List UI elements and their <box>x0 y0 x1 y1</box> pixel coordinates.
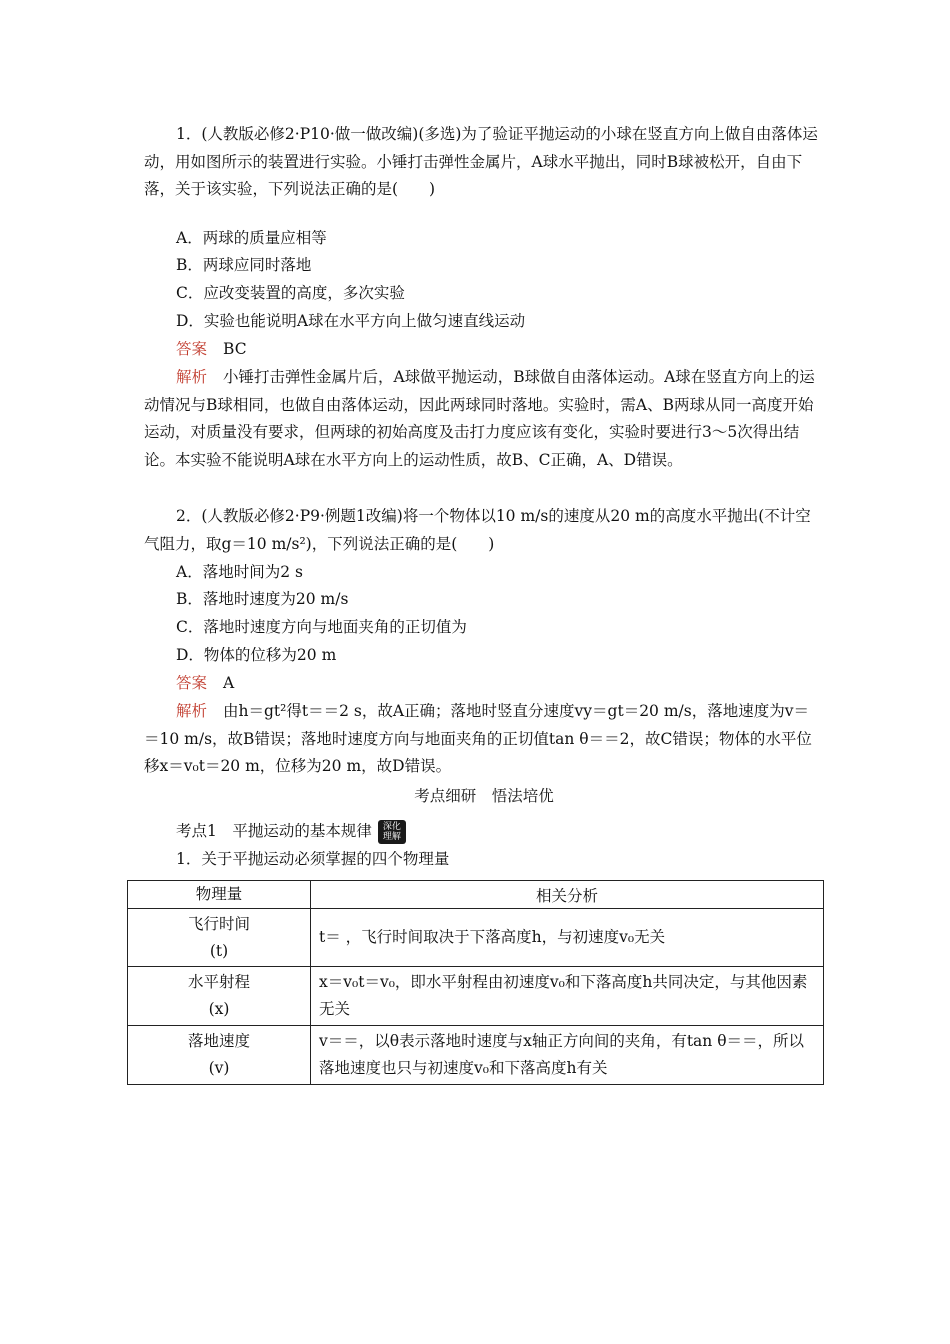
table-row <box>128 967 824 1026</box>
table-header-row <box>128 881 824 909</box>
analysis-label: 解析 <box>176 702 208 720</box>
header-analysis: 相关分析 <box>311 881 824 909</box>
answer-label: 答案 <box>176 340 208 358</box>
table-subtitle: 1．关于平抛运动必须掌握的四个物理量 <box>176 850 450 868</box>
quantity-name: 落地速度 <box>187 1032 250 1050</box>
kaodian-text: 考点1 平抛运动的基本规律 <box>176 822 372 840</box>
physics-quantities-table <box>127 880 824 1085</box>
kaodian-title <box>176 818 406 845</box>
answer-label: 答案 <box>176 674 208 692</box>
q1-option-a: A．两球的质量应相等 <box>176 229 327 247</box>
deepen-understanding-badge: 深化理解 <box>378 820 406 844</box>
q1-analysis-text: 小锤打击弹性金属片后，A球做平抛运动，B球做自由落体运动。A球在竖直方向上的运动情况与B球相同，也做自由落体运动，因此两球同时落地。实验时，需A、B两球从同一高度开始运动，对质量没有要求，但两球的初始高度及击打力度应该有变化，实验时要进行3～5次得出结论。本实验不能说明A球在水平方向上的运动性质，故B、C正确，A、D错误。 <box>144 368 815 469</box>
table-row <box>128 909 824 967</box>
table-row <box>128 1026 824 1085</box>
q1-option-c: C．应改变装置的高度，多次实验 <box>176 284 405 302</box>
analysis-cell: t＝ ，飞行时间取决于下落高度h，与初速度v₀无关 <box>311 909 824 967</box>
q2-option-c: C．落地时速度方向与地面夹角的正切值为 <box>176 618 467 636</box>
q1-option-d: D．实验也能说明A球在水平方向上做匀速直线运动 <box>176 312 526 330</box>
q2-option-d: D．物体的位移为20 m <box>176 646 337 664</box>
q1-answer-value: BC <box>223 340 247 358</box>
analysis-label: 解析 <box>176 368 208 386</box>
quantity-name: 水平射程 <box>187 973 250 991</box>
q2-analysis <box>144 698 824 781</box>
q2-stem: 2．(人教版必修2·P9·例题1改编)将一个物体以10 m/s的速度从20 m的高度水平抛出(不计空气阻力，取g＝10 m/s²)，下列说法正确的是( ) <box>144 507 811 553</box>
quantity-cell <box>128 967 311 1026</box>
q1-stem: 1．(人教版必修2·P10·做一做改编)(多选)为了验证平抛运动的小球在竖直方向上做自由落体运动，用如图所示的装置进行实验。小锤打击弹性金属片，A球水平抛出，同时B球被松开，自由下落，关于该实验，下列说法正确的是( ) <box>144 125 818 198</box>
quantity-name: 飞行时间 <box>187 914 250 933</box>
header-quantity: 物理量 <box>128 881 311 909</box>
q1-option-b: B．两球应同时落地 <box>176 256 312 274</box>
q2-answer <box>176 670 234 697</box>
q2-answer-value: A <box>223 674 235 692</box>
q2-option-a: A．落地时间为2 s <box>176 563 303 581</box>
quantity-symbol: (x) <box>208 1000 230 1018</box>
quantity-cell <box>128 1026 311 1085</box>
q1-answer <box>176 336 247 363</box>
analysis-cell: v＝＝，以θ表示落地时速度与x轴正方向间的夹角，有tan θ＝＝，所以落地速度也只与初速度v₀和下落高度h有关 <box>311 1026 824 1085</box>
quantity-symbol: (v) <box>208 1059 230 1077</box>
analysis-cell: x＝v₀t＝v₀，即水平射程由初速度v₀和下落高度h共同决定，与其他因素无关 <box>311 967 824 1026</box>
q2-analysis-text: 由h＝gt²得t＝＝2 s，故A正确；落地时竖直分速度vy＝gt＝20 m/s，落地速度为v＝＝10 m/s，故B错误；落地时速度方向与地面夹角的正切值tan θ＝＝2，故C错误；物体的水平位移x＝v₀t＝20 m，位移为20 m，故D错误。 <box>144 702 812 775</box>
quantity-symbol: (t) <box>209 941 229 960</box>
q2-option-b: B．落地时速度为20 m/s <box>176 590 349 608</box>
q1-analysis <box>144 364 824 474</box>
section-heading: 考点细研 悟法培优 <box>414 787 554 805</box>
quantity-cell <box>128 909 311 967</box>
